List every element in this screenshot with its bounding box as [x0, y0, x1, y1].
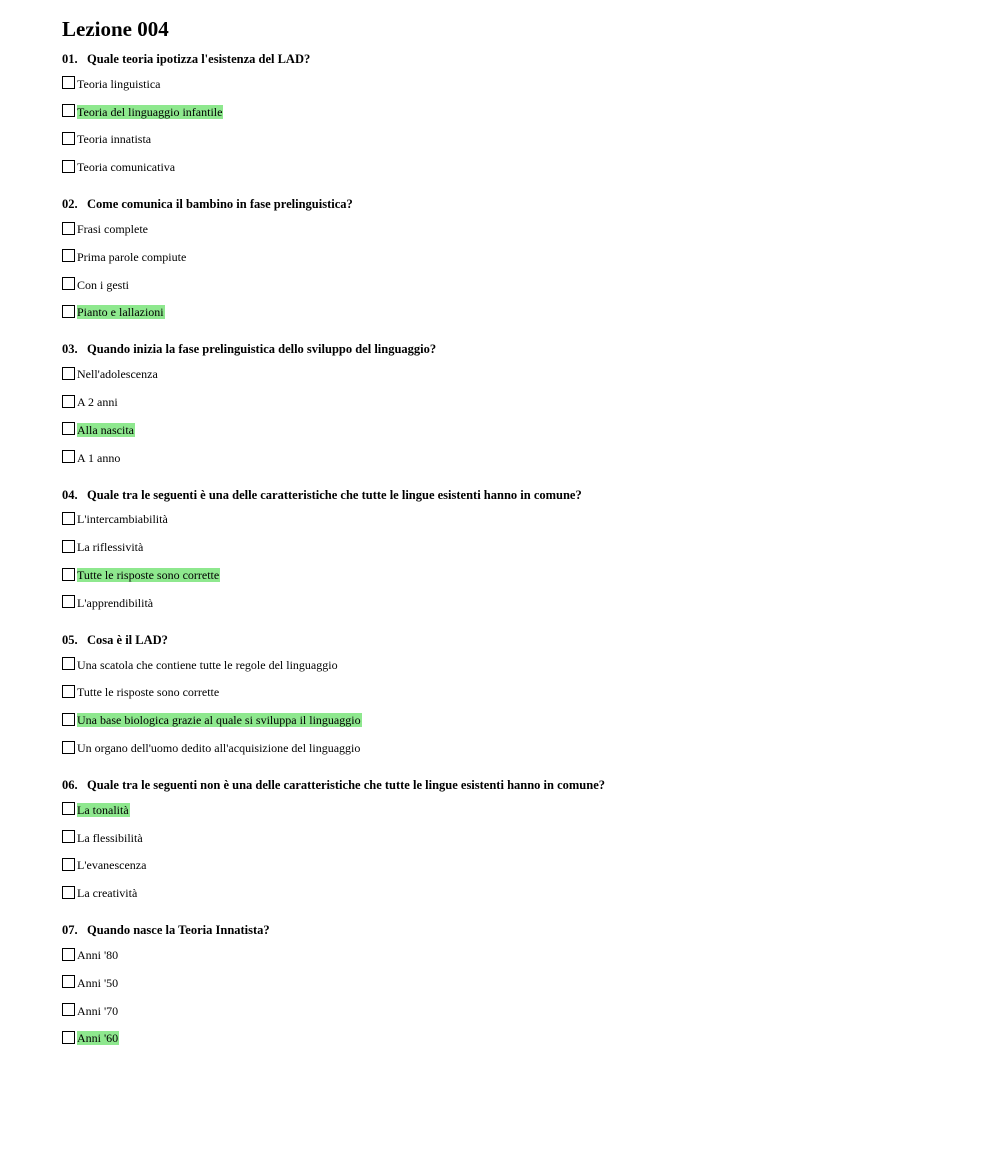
question-3	[62, 341, 962, 486]
question-number: 02.	[62, 197, 78, 212]
question-number: 05.	[62, 632, 78, 647]
checkbox[interactable]	[62, 160, 75, 173]
answer-label: Teoria comunicativa	[77, 160, 176, 175]
answer-label-highlighted: La tonalità	[77, 802, 129, 817]
answer-label: L'apprendibilità	[77, 595, 154, 610]
checkbox[interactable]	[62, 886, 75, 899]
answer-option[interactable]	[62, 679, 962, 707]
answer-label: Tutte le risposte sono corrette	[77, 685, 220, 700]
question-1	[62, 51, 962, 196]
answer-option[interactable]	[62, 506, 962, 534]
checkbox[interactable]	[62, 422, 75, 435]
checkbox[interactable]	[62, 512, 75, 525]
answer-label: L'evanescenza	[77, 858, 147, 873]
question-list	[62, 51, 962, 1052]
checkbox[interactable]	[62, 948, 75, 961]
question-text: Quando nasce la Teoria Innatista?	[87, 923, 270, 938]
answer-label-highlighted: Teoria del linguaggio infantile	[77, 104, 223, 119]
question-title	[62, 341, 962, 357]
answer-option[interactable]	[62, 444, 962, 472]
answer-option[interactable]	[62, 215, 962, 243]
checkbox[interactable]	[62, 222, 75, 235]
checkbox[interactable]	[62, 568, 75, 581]
answer-label: La flessibilità	[77, 830, 143, 845]
answer-label-highlighted: Tutte le risposte sono corrette	[77, 568, 220, 583]
question-6	[62, 777, 962, 922]
answer-label: L'intercambiabilità	[77, 512, 168, 527]
checkbox[interactable]	[62, 657, 75, 670]
answer-option[interactable]	[62, 243, 962, 271]
question-title	[62, 777, 962, 793]
question-title	[62, 922, 962, 938]
checkbox[interactable]	[62, 249, 75, 262]
checkbox[interactable]	[62, 713, 75, 726]
question-title	[62, 196, 962, 212]
answer-option[interactable]	[62, 98, 962, 126]
question-text: Quale teoria ipotizza l'esistenza del LAD?	[87, 52, 311, 66]
checkbox[interactable]	[62, 1003, 75, 1016]
answer-option[interactable]	[62, 271, 962, 299]
checkbox[interactable]	[62, 305, 75, 318]
page-title: Lezione 004	[62, 17, 169, 41]
answer-option[interactable]	[62, 533, 962, 561]
question-spacer	[62, 907, 962, 922]
answer-option[interactable]	[62, 852, 962, 880]
answer-label: Nell'adolescenza	[77, 367, 158, 382]
answer-label: La creatività	[77, 886, 138, 901]
quiz-page	[62, 17, 962, 1052]
question-number: 07.	[62, 923, 78, 938]
answer-label: Anni '80	[77, 948, 119, 963]
question-title	[62, 51, 962, 67]
answer-label: A 2 anni	[77, 395, 118, 410]
question-2	[62, 196, 962, 341]
answer-option[interactable]	[62, 1025, 962, 1053]
checkbox[interactable]	[62, 277, 75, 290]
checkbox[interactable]	[62, 595, 75, 608]
answer-option[interactable]	[62, 153, 962, 181]
checkbox[interactable]	[62, 367, 75, 380]
answer-label-highlighted: Anni '60	[77, 1031, 119, 1046]
answer-option[interactable]	[62, 824, 962, 852]
answer-option[interactable]	[62, 388, 962, 416]
answer-label: Anni '50	[77, 975, 119, 990]
question-text: Come comunica il bambino in fase prelinguistica?	[87, 197, 353, 212]
checkbox[interactable]	[62, 741, 75, 754]
checkbox[interactable]	[62, 830, 75, 843]
question-5	[62, 632, 962, 777]
checkbox[interactable]	[62, 450, 75, 463]
question-spacer	[62, 181, 962, 196]
answer-label-highlighted: Una base biologica grazie al quale si sviluppa il linguaggio	[77, 713, 361, 728]
answer-option[interactable]	[62, 299, 962, 327]
question-spacer	[62, 472, 962, 487]
answer-option[interactable]	[62, 997, 962, 1025]
answer-option[interactable]	[62, 941, 962, 969]
answer-label: Prima parole compiute	[77, 249, 187, 264]
checkbox[interactable]	[62, 132, 75, 145]
answer-option[interactable]	[62, 969, 962, 997]
answer-label: Una scatola che contiene tutte le regole del linguaggio	[77, 657, 338, 672]
checkbox[interactable]	[62, 685, 75, 698]
answer-label-highlighted: Pianto e lallazioni	[77, 305, 164, 320]
answer-option[interactable]	[62, 734, 962, 762]
answer-option[interactable]	[62, 796, 962, 824]
question-text: Quale tra le seguenti non è una delle caratteristiche che tutte le lingue esistenti hanno in comune?	[87, 777, 606, 792]
question-text: Quando inizia la fase prelinguistica dello sviluppo del linguaggio?	[87, 342, 437, 357]
answer-label: Teoria innatista	[77, 132, 152, 147]
question-text: Quale tra le seguenti è una delle caratteristiche che tutte le lingue esistenti hanno in comune?	[87, 487, 582, 502]
question-text: Cosa è il LAD?	[87, 632, 168, 647]
checkbox[interactable]	[62, 395, 75, 408]
answer-option[interactable]	[62, 360, 962, 388]
answer-option[interactable]	[62, 879, 962, 907]
question-number: 04.	[62, 487, 78, 502]
question-title	[62, 487, 962, 503]
answer-label: Con i gesti	[77, 277, 130, 292]
question-number: 03.	[62, 342, 78, 357]
answer-label: Frasi complete	[77, 222, 148, 237]
answer-option[interactable]	[62, 706, 962, 734]
question-spacer	[62, 617, 962, 632]
answer-option[interactable]	[62, 561, 962, 589]
checkbox[interactable]	[62, 975, 75, 988]
checkbox[interactable]	[62, 76, 75, 89]
question-number: 06.	[62, 777, 78, 792]
answer-option[interactable]	[62, 126, 962, 154]
answer-option[interactable]	[62, 416, 962, 444]
checkbox[interactable]	[62, 540, 75, 553]
question-title	[62, 632, 962, 648]
answer-label: A 1 anno	[77, 450, 121, 465]
question-spacer	[62, 762, 962, 777]
checkbox[interactable]	[62, 858, 75, 871]
answer-option[interactable]	[62, 70, 962, 98]
question-4	[62, 487, 962, 632]
answer-label: Teoria linguistica	[77, 76, 161, 91]
answer-option[interactable]	[62, 589, 962, 617]
answer-label: Anni '70	[77, 1003, 119, 1018]
checkbox[interactable]	[62, 802, 75, 815]
question-spacer	[62, 326, 962, 341]
checkbox[interactable]	[62, 104, 75, 117]
answer-label-highlighted: Alla nascita	[77, 422, 134, 437]
question-7	[62, 922, 962, 1052]
answer-option[interactable]	[62, 651, 962, 679]
answer-label: Un organo dell'uomo dedito all'acquisizione del linguaggio	[77, 741, 361, 756]
question-number: 01.	[62, 52, 78, 66]
checkbox[interactable]	[62, 1031, 75, 1044]
answer-label: La riflessività	[77, 540, 144, 555]
